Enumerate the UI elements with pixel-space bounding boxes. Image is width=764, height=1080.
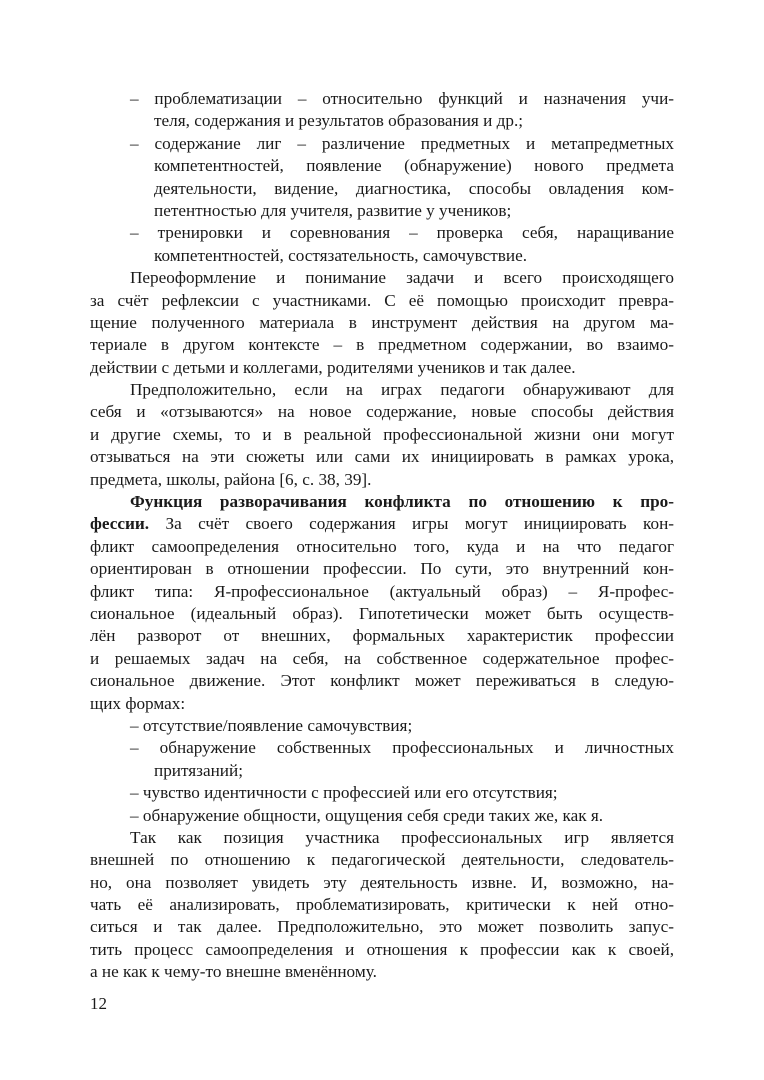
text-line: – тренировки и соревнования – проверка себя, наращивание — [130, 223, 674, 243]
text-line: сиональное движение. Этот конфликт может переживаться в следую- — [90, 671, 674, 691]
text-line: тить процесс самоопределения и отношения к профессии как к своей, — [90, 939, 674, 959]
text-line: – проблематизации – относительно функций и назначения учи- — [130, 89, 674, 108]
text-line: щение полученного материала в инструмент действия на другом ма- — [90, 312, 674, 332]
body-text — [90, 88, 674, 984]
text-line: – обнаружение собственных профессиональных и личностных — [130, 738, 674, 758]
text-line: Так как позиция участника профессиональных игр является — [130, 827, 674, 847]
text-line: териале в другом контексте – в предметном содержании, во взаимо- — [90, 335, 674, 355]
text-line: но, она позволяет увидеть эту деятельность извне. И, возможно, на- — [90, 872, 674, 892]
text-line: и другие схемы, то и в реальной профессиональной жизни они могут — [90, 424, 674, 444]
text-line: ситься и так далее. Предположительно, это может позволить запус- — [90, 917, 674, 937]
text-line: за счёт рефлексии с участниками. С её помощью происходит превра- — [90, 290, 674, 310]
text-line: фликт самоопределения относительно того, куда и на что педагог — [90, 536, 674, 556]
text-line — [90, 513, 674, 535]
text-line: петентностью для учителя, развитие у учеников; — [154, 200, 512, 220]
text-line: – содержание лиг – различение предметных и метапредметных — [130, 133, 674, 153]
text-line: – чувство идентичности с профессией или его отсутствия; — [130, 783, 558, 803]
text-line: и решаемых задач на себя, на собственное содержательное профес- — [90, 648, 674, 668]
text-line: компетентностей, состязательность, самочувствие. — [154, 245, 527, 265]
bold-heading-fragment: фессии. — [90, 514, 150, 534]
text-line: себя и «отзываются» на новое содержание, новые способы действия — [90, 402, 674, 422]
text-line: а не как к чему-то внешне вменённому. — [90, 962, 377, 982]
text-fragment: За счёт своего содержания игры могут инициировать кон- — [149, 514, 674, 534]
page-number: 12 — [90, 994, 107, 1013]
text-line: отзываться на эти сюжеты или сами их инициировать в рамках урока, — [90, 447, 674, 467]
text-line: компетентностей, появление (обнаружение) нового предмета — [154, 156, 674, 176]
text-line: чать её анализировать, проблематизировать, критически к ней отно- — [90, 895, 674, 915]
text-line: предмета, школы, района [6, с. 38, 39]. — [90, 469, 372, 489]
text-line: Предположительно, если на играх педагоги обнаруживают для — [130, 380, 674, 400]
text-line: Переоформление и понимание задачи и всего происходящего — [130, 268, 674, 288]
text-line: внешней по отношению к педагогической деятельности, следователь- — [90, 850, 674, 870]
text-line: – обнаружение общности, ощущения себя среди таких же, как я. — [130, 805, 604, 825]
text-line: теля, содержания и результатов образования и др.; — [154, 111, 524, 131]
text-line: – отсутствие/появление самочувствия; — [130, 715, 413, 735]
text-line: притязаний; — [154, 760, 243, 780]
text-line: Функция разворачивания конфликта по отношению к про- — [130, 492, 674, 512]
text-line: действии с детьми и коллегами, родителями учеников и так далее. — [90, 357, 576, 377]
text-line: деятельности, видение, диагностика, способы овладения ком- — [154, 178, 674, 198]
text-line: фликт типа: Я-профессиональное (актуальный образ) – Я-профес- — [90, 581, 674, 601]
text-line: сиональное (идеальный образ). Гипотетически может быть осуществ- — [90, 603, 674, 623]
text-line: ориентирован в отношении профессии. По сути, это внутренний кон- — [90, 559, 674, 579]
text-line: щих формах: — [90, 693, 186, 713]
text-line: лён разворот от внешних, формальных характеристик профессии — [90, 626, 674, 646]
